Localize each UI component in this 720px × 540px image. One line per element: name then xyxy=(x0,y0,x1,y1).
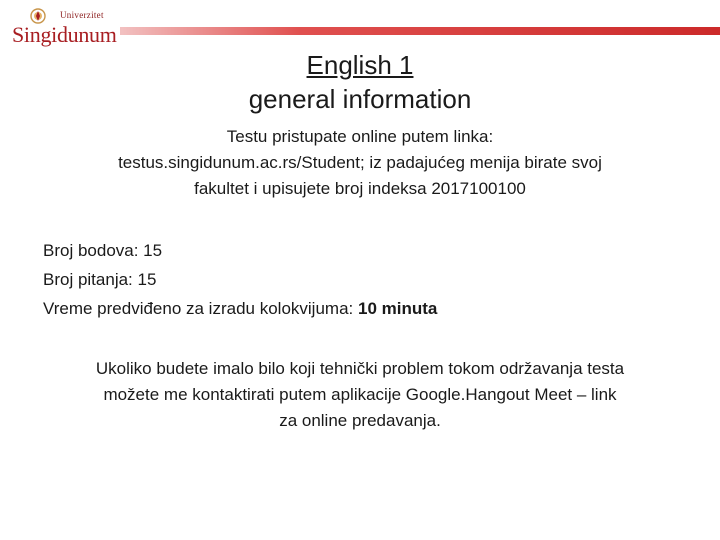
instructions-line-2: testus.singidunum.ac.rs/Student; iz padajućeg menija birate svoj xyxy=(118,153,602,172)
questions-count: Broj pitanja: 15 xyxy=(43,270,157,289)
header-accent-bar xyxy=(120,27,720,35)
time-limit xyxy=(43,294,683,323)
time-limit-value: 10 minuta xyxy=(357,299,438,318)
instructions-line-3: fakultet i upisujete broj indeksa 2017100100 xyxy=(194,179,526,198)
title-line-1: English 1 xyxy=(306,50,414,80)
logo-subtitle: Univerzitet xyxy=(60,10,104,20)
contact-note xyxy=(40,356,680,434)
slide-header xyxy=(0,0,720,52)
contact-line-2: možete me kontaktirati putem aplikacije Google.Hangout Meet – link xyxy=(103,385,617,404)
university-logo xyxy=(12,8,117,48)
contact-line-3: za online predavanja. xyxy=(279,411,441,430)
test-details xyxy=(43,236,683,323)
title-line-2: general information xyxy=(248,84,472,114)
logo-wordmark: Singidunum xyxy=(12,22,117,47)
points-count: Broj bodova: 15 xyxy=(43,241,163,260)
slide-title xyxy=(0,48,720,116)
contact-line-1: Ukoliko budete imalo bilo koji tehnički problem tokom održavanja testa xyxy=(95,359,625,378)
test-access-instructions xyxy=(60,124,660,202)
time-limit-label: Vreme predviđeno za izradu kolokvijuma: xyxy=(43,299,354,318)
instructions-line-1: Testu pristupate online putem linka: xyxy=(226,127,494,146)
